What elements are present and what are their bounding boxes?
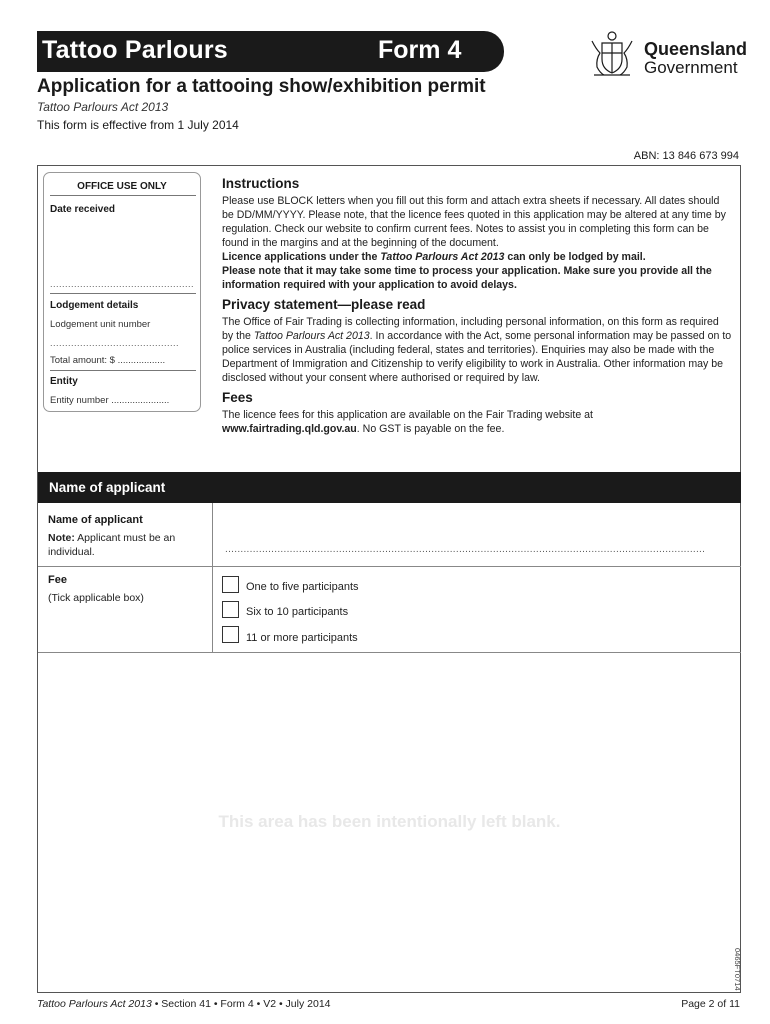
entity-label: Entity	[50, 376, 78, 387]
office-use-box	[43, 172, 201, 412]
coat-of-arms-icon	[588, 29, 636, 79]
date-received-field: ................................................	[50, 279, 195, 289]
form-number: Form 4	[378, 36, 462, 64]
fees-text: The licence fees for this application are available on the Fair Trading website at www.fairtrading.qld.gov.au. No GST is payable on the fee.	[222, 409, 593, 435]
instructions-column	[222, 176, 732, 436]
fee-checkbox-six-to-ten[interactable]	[222, 601, 239, 618]
lodgement-unit-label: Lodgement unit number	[50, 319, 151, 330]
applicant-note: Note: Applicant must be an individual.	[48, 532, 176, 558]
form-code: 0465FT0714	[733, 948, 742, 991]
fair-trading-link[interactable]: www.fairtrading.qld.gov.au	[222, 423, 357, 435]
instructions-delay-note: Please note that it may take some time to process your application. Make sure you provide all the information required with your application to avoid delays.	[222, 265, 712, 291]
fee-checkbox-one-to-five[interactable]	[222, 576, 239, 593]
fee-option-eleven-plus: 11 or more participants	[246, 632, 358, 644]
privacy-text: The Office of Fair Trading is collecting information, including personal information, on this form as required by the Tattoo Parlours Act 2013. In accordance with the Act, some personal information may be passed on to police services in Australia (including federal, states and territories). Enquiries may also be made with the Department of Immigration and Citizenship to verify eligibility to work in Australia. Other information may be disclosed without your consent where authorised or required by law.	[222, 316, 732, 384]
entity-number-field: Entity number ......................	[50, 395, 170, 406]
logo-line-government: Government	[644, 58, 738, 77]
intentionally-blank-notice: This area has been intentionally left blank.	[218, 812, 561, 831]
divider	[50, 370, 196, 371]
instructions-text: Please use BLOCK letters when you fill out this form and attach extra sheets if necessary. All dates should be DD/MM/YYYY. Please note, that the licence fees quoted in this application may be altered at any time by regulation. Check our website to confirm current fees. Notes to assist you in completing this form can be found in the margins and at the beginning of the document.	[222, 195, 726, 249]
instructions-heading: Instructions	[222, 176, 300, 191]
applicant-name-input[interactable]: ............................................................................................................................................................	[225, 544, 706, 555]
divider	[50, 293, 196, 294]
section-title: Name of applicant	[49, 480, 166, 495]
name-of-applicant-label: Name of applicant	[48, 514, 143, 526]
fee-label: Fee	[48, 574, 67, 586]
act-name: Tattoo Parlours Act 2013	[37, 100, 169, 114]
logo-line-queensland: Queensland	[644, 39, 748, 59]
row-divider	[38, 652, 741, 653]
total-amount-field: Total amount: $ ..................	[50, 355, 166, 366]
lodgement-details-label: Lodgement details	[50, 300, 139, 311]
instructions-mail-note: Licence applications under the Tattoo Parlours Act 2013 can only be lodged by mail.	[222, 251, 646, 263]
fee-note: (Tick applicable box)	[48, 592, 144, 604]
fee-option-one-to-five: One to five participants	[246, 581, 359, 593]
footer-reference: Tattoo Parlours Act 2013 • Section 41 • Form 4 • V2 • July 2014	[37, 998, 331, 1010]
office-use-heading: OFFICE USE ONLY	[77, 181, 167, 192]
abn-number: ABN: 13 846 673 994	[633, 150, 739, 162]
form-subtitle: Application for a tattooing show/exhibition permit	[37, 76, 486, 97]
effective-date: This form is effective from 1 July 2014	[37, 118, 239, 132]
section-bar-name-of-applicant	[38, 472, 741, 503]
form-title: Tattoo Parlours	[42, 36, 228, 64]
fees-heading: Fees	[222, 390, 253, 405]
queensland-government-logo	[588, 29, 748, 81]
fee-checkbox-eleven-plus[interactable]	[222, 626, 239, 643]
date-received-label: Date received	[50, 204, 116, 215]
column-divider	[212, 503, 213, 652]
lodgement-unit-field: ...........................................	[50, 338, 180, 348]
row-divider	[38, 566, 741, 567]
page-number: Page 2 of 11	[681, 998, 740, 1010]
form-title-bar	[37, 31, 504, 72]
fee-option-six-to-ten: Six to 10 participants	[246, 606, 349, 618]
divider	[50, 195, 196, 196]
privacy-heading: Privacy statement—please read	[222, 297, 426, 312]
